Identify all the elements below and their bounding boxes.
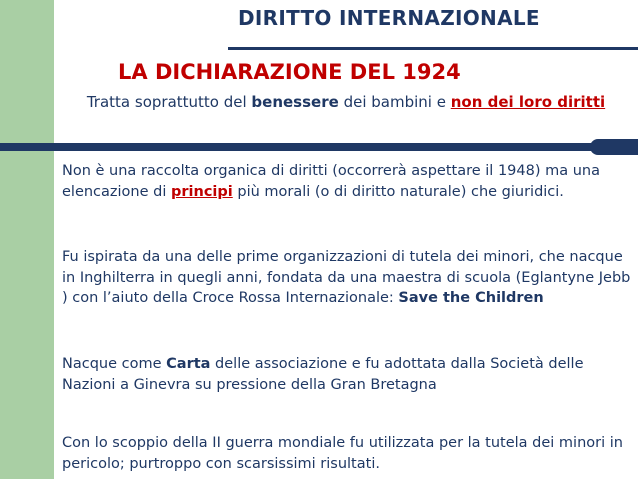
p1-highlight-principi: principi	[171, 183, 233, 200]
p3-text-1: Nacque come	[62, 356, 167, 372]
subtitle-bold-benessere: benessere	[251, 93, 339, 111]
paragraph-3	[62, 354, 634, 395]
p3-text-2: delle associazione e fu adottata dalla Società delle Nazioni a Ginevra su pressione della Gran Bretagna	[62, 356, 584, 393]
paragraph-2	[62, 247, 634, 309]
p4-text-1: Con lo scoppio della II guerra mondiale fu utilizzata per la tutela dei minori in pericolo; purtroppo con scarsissimi risultati.	[62, 435, 623, 472]
p1-text-2: più morali (o di diritto naturale) che giuridici.	[232, 183, 564, 200]
subtitle-highlight: non dei loro diritti	[450, 93, 606, 111]
p1-text-1: Non è una raccolta organica di diritti (occorrerà aspettare il 1948) ma una elencazione di	[62, 163, 601, 200]
header-title: DIRITTO INTERNAZIONALE	[238, 6, 540, 30]
subtitle-text-2: dei bambini e	[338, 93, 451, 111]
header-underline	[228, 47, 638, 50]
divider-cap	[590, 139, 638, 155]
slide-subtitle	[62, 92, 630, 112]
section-divider	[0, 139, 638, 153]
slide-title: LA DICHIARAZIONE DEL 1924	[118, 60, 461, 84]
paragraph-4	[62, 433, 634, 474]
subtitle-text-1: Tratta soprattutto del	[86, 93, 252, 111]
p3-bold-carta: Carta	[166, 356, 211, 372]
divider-bar	[0, 143, 600, 151]
paragraph-1	[62, 161, 634, 202]
p2-bold-save-the-children: Save the Children	[398, 290, 544, 306]
p2-text-1: Fu ispirata da una delle prime organizzazioni di tutela dei minori, che nacque in Inghilterra in quegli anni, fondata da una maestra di scuola (Eglantyne Jebb ) con l’aiuto della Croce Rossa Internazionale:	[62, 249, 631, 306]
left-accent-bar	[0, 0, 54, 479]
